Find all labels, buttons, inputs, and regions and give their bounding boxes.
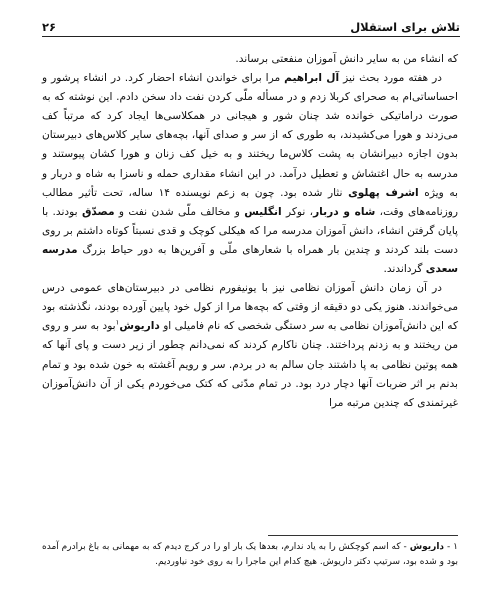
p2-text-e: نثار شده بود. چون به زعم نویسنده ۱۴ ساله، تحت تأثیر مطالب روزنامه‌های وقت، — [42, 186, 458, 218]
p3-text-a: در آن زمان دانش آموزان نظامی نیز با یونیفورم نظامی در دبیرستان‌های عمومی درس می‌خواندند. هنوز یکی دو دقیقه از وقتی که بچه‌ها مرا از کول خود پایین آورده بودند، نگذشته بود که این دانش‌آموزان نظامی به سر دستگی شخصی که نام فامیلی او — [42, 282, 458, 333]
page-header — [42, 20, 460, 34]
term-england: انگلیس — [244, 205, 282, 218]
name-ashraf-pahlavi: اشرف پهلوی — [348, 186, 419, 199]
footnote-name: داریوش — [409, 542, 445, 552]
paragraph-1 — [42, 50, 458, 69]
p2-text-c: مرا برای خواندن انشاء احضار کرد. در انشاء پرشور و احساساتی‌ام به صحرای کربلا زدم و در مسأله ملّی کردن نفت داد سخن دادم. این نوشته که به صورت دراماتیکی خوانده شد چنان شور و هیجانی در همکلاسی‌ها ایجاد کرد که مرتباً کف می‌زدند و هورا می‌کشیدند، به طوری که از سر و صدای آنها، بچه‌های سایر کلاس‌های دبیرستان بدون اجازه دبیرانشان به پشت کلاس‌ما ریختند و به خیل کف زنان و هورا کشان پیوستند و مدرسه به حال اغتشاش و تعطیل درآمد. در این انشاء مقداری حمله و ناسزا به شاه و دربار و به ویژه — [42, 72, 459, 199]
p2-text-m: گرداندند. — [383, 263, 426, 276]
footnote-number: ۱ - — [444, 542, 458, 552]
name-mosaddegh: مصدّق — [81, 205, 115, 218]
term-shah-darbar: شاه و دربار — [313, 205, 376, 218]
name-dariush: داریوش — [119, 320, 160, 333]
header-divider — [42, 36, 460, 37]
paragraph-2 — [42, 69, 458, 279]
p2-text-a: در هفته مورد بحث نیز — [339, 72, 442, 85]
p2-text-k: بودند. با پایان گرفتن انشاء، دانش آموزان مدرسه مرا که هیکلی کوچک و قدی نسبتاً کوتاه داشتم بر روی دست بلند کردند و چندین بار همراه با شعارهای ملّی و آفرین‌ها به دور حیاط بزرگ — [42, 205, 458, 256]
name-saadi-school: مدرسه سعدی — [42, 243, 458, 276]
paragraph-1-text: که انشاء من به سایر دانش آموزان منفعتی برساند. — [235, 53, 458, 65]
p3-text-c: بود به سر و روی من ریختند و به زدنم پرداختند. چنان ناکارم کردند که نمی‌دانم چطور از زیر دست و پای آنها که همه پوتین نظامی به پا داشتند جان سالم به در بردم. سر و رویم آغشته به خون شده بود و تمام بدنم بر اثر ضربات آنها دچار درد بود. در تمام مدّتی که کتک می‌خوردم یکی از آن دانش‌آموزان غیرتمندی که چندین مرتبه مرا — [42, 320, 458, 409]
footnote-ref: ۱ — [115, 318, 120, 327]
footnote-divider — [268, 535, 458, 536]
running-title: تلاش برای استقلال — [350, 20, 460, 34]
p2-text-g: ، نوکر — [281, 205, 314, 218]
p2-text-i: و مخالف ملّی شدن نفت و — [114, 205, 245, 218]
page-number: ۲۶ — [42, 20, 57, 34]
footnote-text: - که اسم کوچکش را به یاد ندارم، بعدها یک بار او را در کرج دیدم که به مهمانی به باغ برادرم آمده بود و شده بود، سرتیپ دکتر داریوش. هیچ کدام این ماجرا را به روی خود نیاوردیم. — [42, 542, 458, 567]
paragraph-3 — [42, 279, 458, 413]
name-al-ebrahim: آل ابراهیم — [284, 72, 340, 85]
footnote — [42, 540, 458, 570]
page-body — [42, 50, 458, 413]
